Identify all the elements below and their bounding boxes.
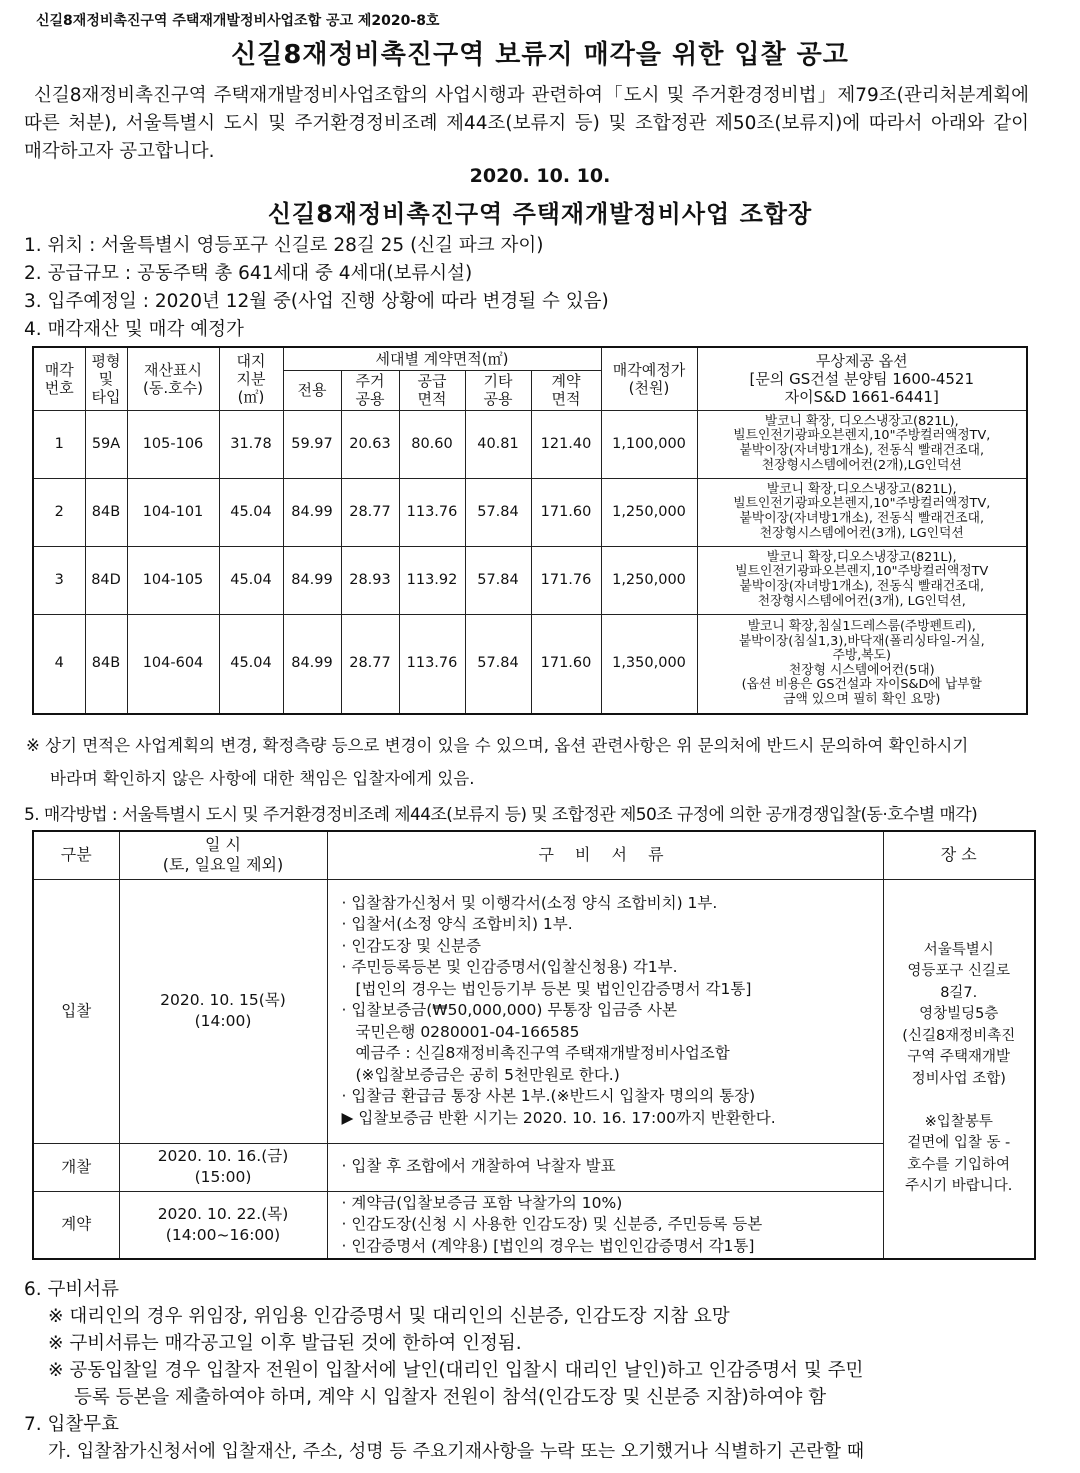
intro-paragraph: 신길8재정비촉진구역 주택재개발정비사업조합의 사업시행과 관련하여「도시 및 주거환경정비법」제79조(관리처분계획에 따른 처분), 서울특별시 도시 및 주거환경정비조례 제44조(보류지 등) 및 조합정관 제50조(보류지)에 따라서 아래와 같이 매각하고자 공고합니다. xyxy=(24,85,1029,162)
cell-no: 3 xyxy=(33,546,85,614)
cell-type: 59A xyxy=(85,410,127,478)
header-type: 평형 및 타입 xyxy=(85,347,127,410)
doc-line: · 입찰보증금(₩50,000,000) 무통장 입금증 사본 xyxy=(341,1001,677,1020)
header-category: 구분 xyxy=(33,831,119,879)
header-schedule: 일 시 (토, 일요일 제외) xyxy=(119,831,327,879)
cell-land: 45.04 xyxy=(219,614,283,714)
header-residential-common: 주거 공용 xyxy=(341,370,399,410)
cell-supply: 113.92 xyxy=(399,546,465,614)
notice-number: 신길8재정비촉진구역 주택재개발정비사업조합 공고 제2020-8호 xyxy=(36,13,440,29)
cell-land: 45.04 xyxy=(219,478,283,546)
doc-line: · 입찰 후 조합에서 개찰하여 낙찰자 발표 xyxy=(341,1157,616,1176)
invalid-bid-item-a: 가. 입찰참가신청서에 입찰재산, 주소, 성명 등 주요기재사항을 누락 또는 오기했거나 식별하기 곤란할 때 xyxy=(48,1441,865,1462)
cell-options: 발코니 확장,디오스냉장고(821L), 빌트인전기광파오븐렌지,10"주방컬러액정TV 붙박이장(자녀방1개소), 전동식 빨래건조대, 천장형시스템에어컨(3개), LG인덕션, xyxy=(697,546,1027,614)
doc-line: ▶ 입찰보증금 반환 시기는 2020. 10. 16. 17:00까지 반환한다. xyxy=(341,1108,776,1127)
header-unit: 재산표시 (동.호수) xyxy=(127,347,219,410)
header-options: 무상제공 옵션 [문의 GS건설 분양팀 1600-4521 자이S&D 1661-6441] xyxy=(697,347,1027,410)
cell-residential-common: 28.93 xyxy=(341,546,399,614)
cell-docs xyxy=(327,1191,883,1259)
cell-supply: 113.76 xyxy=(399,614,465,714)
table-row xyxy=(33,546,1027,614)
cell-no: 1 xyxy=(33,410,85,478)
header-exclusive: 전용 xyxy=(283,370,341,410)
cell-category: 입찰 xyxy=(33,879,119,1143)
cell-unit: 104-105 xyxy=(127,546,219,614)
method-table xyxy=(32,830,1036,1260)
cell-contract: 121.40 xyxy=(531,410,601,478)
cell-docs xyxy=(327,1143,883,1191)
issuer: 신길8재정비촉진구역 주택재개발정비사업 조합장 xyxy=(267,200,813,228)
doc-line: · 주민등록등본 및 인감증명서(입찰신청용) 각1부. xyxy=(341,958,678,977)
cell-price: 1,100,000 xyxy=(601,410,697,478)
doc-line: · 인감도장 및 신분증 xyxy=(341,936,481,955)
cell-no: 2 xyxy=(33,478,85,546)
cell-land: 31.78 xyxy=(219,410,283,478)
cell-price: 1,250,000 xyxy=(601,478,697,546)
cell-residential-common: 28.77 xyxy=(341,614,399,714)
item-move-in: 3. 입주예정일 : 2020년 12월 중(사업 진행 상황에 따라 변경될 수 있음) xyxy=(24,291,609,312)
cell-supply: 80.60 xyxy=(399,410,465,478)
cell-exclusive: 84.99 xyxy=(283,478,341,546)
required-docs-note3a: ※ 공동입찰일 경우 입찰자 전원이 입찰서에 날인(대리인 입찰시 대리인 날인)하고 인감증명서 및 주민 xyxy=(48,1360,864,1381)
area-note-line2: 바라며 확인하지 않은 사항에 대한 책임은 입찰자에게 있음. xyxy=(50,769,475,788)
item-location: 1. 위치 : 서울특별시 영등포구 신길로 28길 25 (신길 파크 자이) xyxy=(24,235,544,256)
doc-line: · 인감증명서 (계약용) [법인의 경우는 법인인감증명서 각1통] xyxy=(341,1236,755,1255)
header-docs: 구 비 서 류 xyxy=(327,831,883,879)
cell-other-common: 57.84 xyxy=(465,546,531,614)
table-row xyxy=(33,410,1027,478)
notice-date: 2020. 10. 10. xyxy=(469,165,611,187)
cell-type: 84B xyxy=(85,478,127,546)
cell-exclusive: 84.99 xyxy=(283,546,341,614)
required-docs-note2: ※ 구비서류는 매각공고일 이후 발급된 것에 한하여 인정됨. xyxy=(48,1333,522,1354)
cell-land: 45.04 xyxy=(219,546,283,614)
cell-category: 개찰 xyxy=(33,1143,119,1191)
cell-contract: 171.60 xyxy=(531,478,601,546)
required-docs-note1: ※ 대리인의 경우 위임장, 위임용 인감증명서 및 대리인의 신분증, 인감도장 지참 요망 xyxy=(48,1306,730,1327)
cell-unit: 104-101 xyxy=(127,478,219,546)
item-assets-title: 4. 매각재산 및 매각 예정가 xyxy=(24,319,244,340)
header-sale-no: 매각 번호 xyxy=(33,347,85,410)
header-supply: 공급 면적 xyxy=(399,370,465,410)
doc-line: · 입찰참가신청서 및 이행각서(소정 양식 조합비치) 1부. xyxy=(341,893,718,912)
cell-no: 4 xyxy=(33,614,85,714)
cell-options: 발코니 확장,침실1드레스룸(주방펜트리), 붙박이장(침실1,3),바닥재(폴리싱타일-거실, 주방,복도) 천장형 시스템에어컨(5대) (옵션 비용은 GS건설과 자이S&D에 납부할 금액 있으며 필히 확인 요망) xyxy=(697,614,1027,714)
cell-unit: 105-106 xyxy=(127,410,219,478)
cell-options: 발코니 확장, 디오스냉장고(821L), 빌트인전기광파오븐렌지,10"주방컬러액정TV, 붙박이장(자녀방1개소), 전동식 빨래건조대, 천장형시스템에어컨(2개),LG인덕션 xyxy=(697,410,1027,478)
cell-schedule: 2020. 10. 16.(금) (15:00) xyxy=(119,1143,327,1191)
cell-docs xyxy=(327,879,883,1143)
cell-contract: 171.76 xyxy=(531,546,601,614)
cell-schedule: 2020. 10. 15(목) (14:00) xyxy=(119,879,327,1143)
header-land-share: 대지 지분 (㎡) xyxy=(219,347,283,410)
cell-options: 발코니 확장,디오스냉장고(821L), 빌트인전기광파오븐렌지,10"주방컬러액정TV, 붙박이장(자녀방1개소), 전동식 빨래건조대, 천장형시스템에어컨(3개), LG인덕션 xyxy=(697,478,1027,546)
header-place: 장 소 xyxy=(883,831,1035,879)
cell-price: 1,350,000 xyxy=(601,614,697,714)
table-row xyxy=(33,879,1035,1143)
cell-schedule: 2020. 10. 22.(목) (14:00~16:00) xyxy=(119,1191,327,1259)
header-other-common: 기타 공용 xyxy=(465,370,531,410)
doc-line: [법인의 경우는 법인등기부 등본 및 법인인감증명서 각1통] xyxy=(355,979,752,998)
cell-supply: 113.76 xyxy=(399,478,465,546)
page-title: 신길8재정비촉진구역 보류지 매각을 위한 입찰 공고 xyxy=(231,40,849,70)
assets-table xyxy=(32,346,1028,715)
header-price: 매각예정가 (천원) xyxy=(601,347,697,410)
table-row xyxy=(33,478,1027,546)
doc-line: 국민은행 0280001-04-166585 xyxy=(355,1022,580,1041)
doc-line: 예금주 : 신길8재정비촉진구역 주택재개발정비사업조합 xyxy=(355,1044,730,1063)
cell-type: 84D xyxy=(85,546,127,614)
cell-type: 84B xyxy=(85,614,127,714)
cell-price: 1,250,000 xyxy=(601,546,697,614)
cell-other-common: 57.84 xyxy=(465,478,531,546)
header-contract: 계약 면적 xyxy=(531,370,601,410)
cell-residential-common: 20.63 xyxy=(341,410,399,478)
cell-residential-common: 28.77 xyxy=(341,478,399,546)
doc-line: · 입찰서(소정 양식 조합비치) 1부. xyxy=(341,915,573,934)
cell-contract: 171.60 xyxy=(531,614,601,714)
cell-unit: 104-604 xyxy=(127,614,219,714)
area-note-line1: ※ 상기 면적은 사업계획의 변경, 확정측량 등으로 변경이 있을 수 있으며, 옵션 관련사항은 위 문의처에 반드시 문의하여 확인하시기 xyxy=(26,736,969,755)
invalid-bid-title: 7. 입찰무효 xyxy=(24,1414,120,1435)
header-area-group: 세대별 계약면적(㎡) xyxy=(283,347,601,370)
cell-other-common: 40.81 xyxy=(465,410,531,478)
cell-place: 서울특별시 영등포구 신길로 8길7. 영창빌딩5층 (신길8재정비촉진 구역 주택재개발 정비사업 조합) ※입찰봉투 겉면에 입찰 동 - 호수를 기입하여 주시기 바랍니다. xyxy=(883,879,1035,1259)
table-row xyxy=(33,614,1027,714)
doc-line: · 계약금(입찰보증금 포함 낙찰가의 10%) xyxy=(341,1193,623,1212)
required-docs-title: 6. 구비서류 xyxy=(24,1279,120,1300)
doc-line: · 인감도장(신청 시 사용한 인감도장) 및 신분증, 주민등록 등본 xyxy=(341,1215,763,1233)
method-title: 5. 매각방법 : 서울특별시 도시 및 주거환경정비조례 제44조(보류지 등) 및 조합정관 제50조 규정에 의한 공개경쟁입찰(동·호수별 매각) xyxy=(24,805,978,825)
item-scale: 2. 공급규모 : 공동주택 총 641세대 중 4세대(보류시설) xyxy=(24,263,473,284)
doc-line: · 입찰금 환급금 통장 사본 1부.(※반드시 입찰자 명의의 통장) xyxy=(341,1087,756,1106)
doc-line: (※입찰보증금은 공히 5천만원로 한다.) xyxy=(355,1065,620,1084)
cell-category: 계약 xyxy=(33,1191,119,1259)
required-docs-note3b: 등록 등본을 제출하여야 하며, 계약 시 입찰자 전원이 참석(인감도장 및 신분증 지참)하여야 함 xyxy=(74,1387,827,1408)
cell-exclusive: 84.99 xyxy=(283,614,341,714)
cell-other-common: 57.84 xyxy=(465,614,531,714)
cell-exclusive: 59.97 xyxy=(283,410,341,478)
